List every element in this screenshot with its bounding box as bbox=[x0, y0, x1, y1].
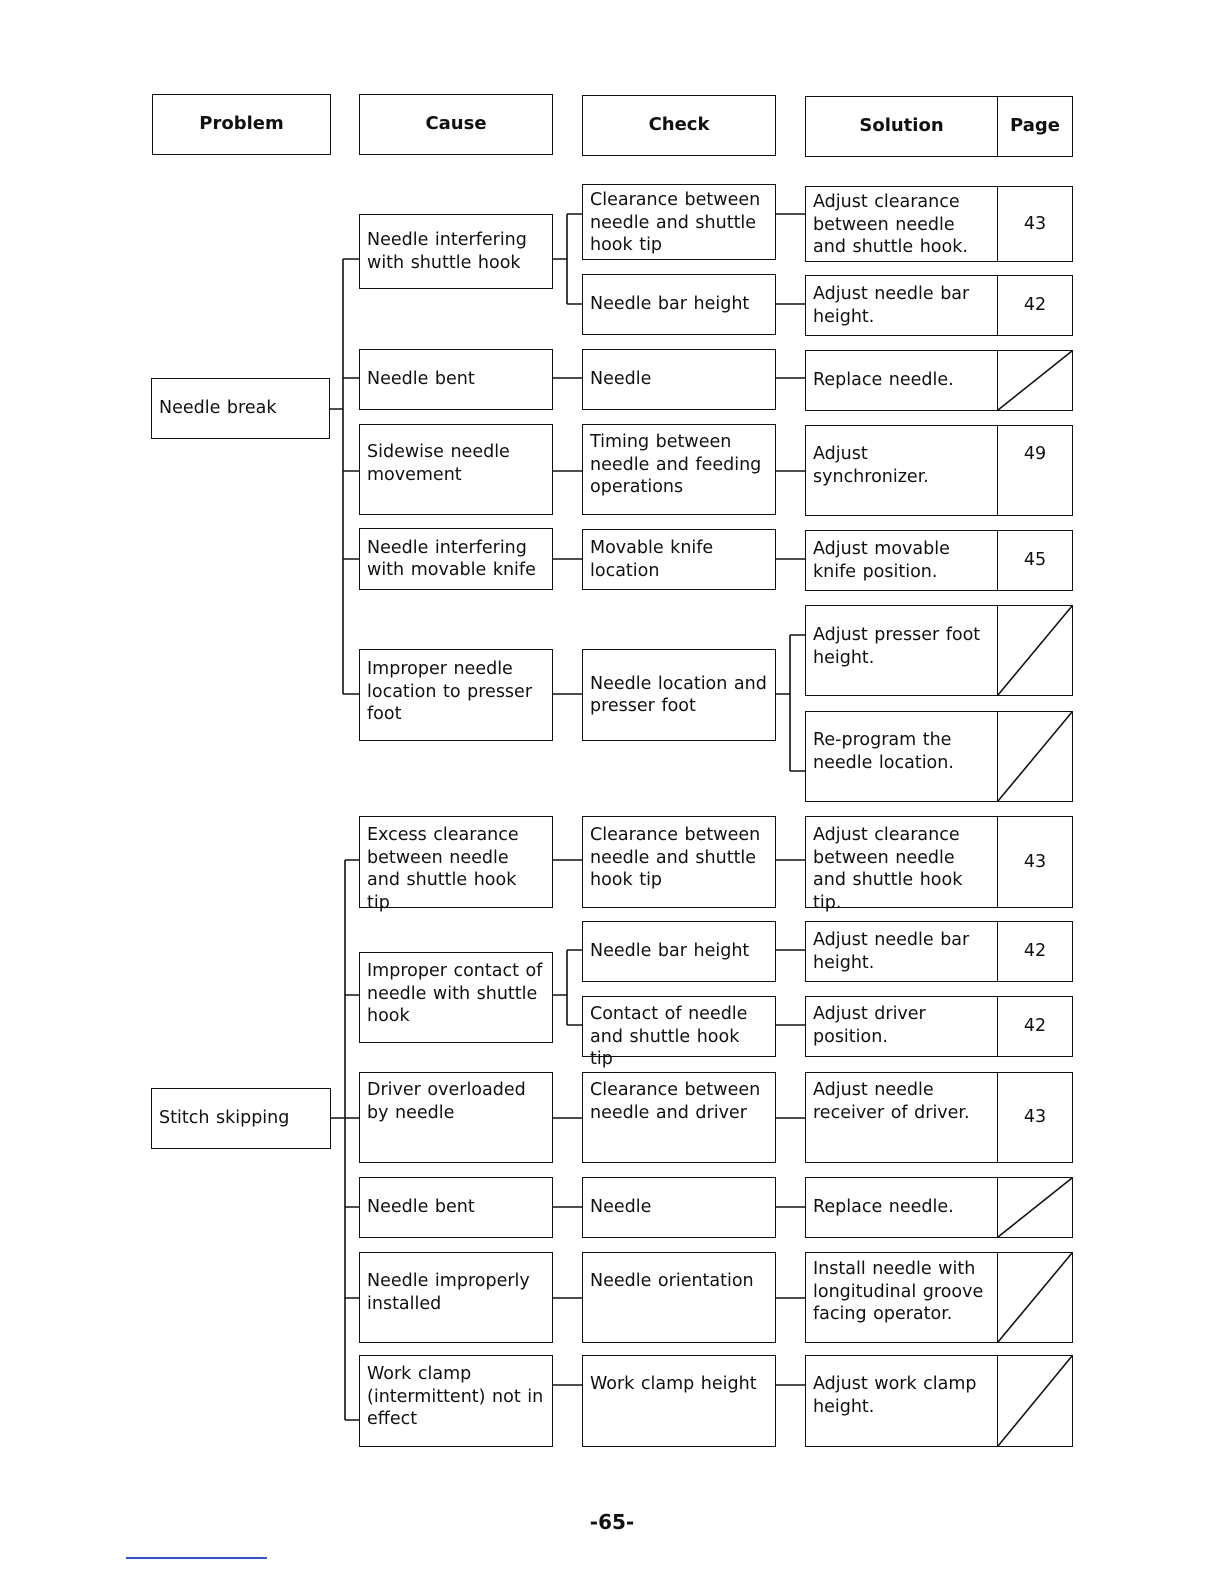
solution-box: Re-program the needle location. bbox=[805, 711, 998, 802]
header-page: Page bbox=[997, 96, 1073, 157]
cause-box: Needle bent bbox=[359, 1177, 553, 1238]
solution-box: Adjust driver position. bbox=[805, 996, 998, 1057]
problem-needle-break: Needle break bbox=[151, 378, 330, 439]
page-number: -65- bbox=[589, 1510, 635, 1534]
page-ref: 43 bbox=[997, 816, 1073, 908]
check-box: Movable knife location bbox=[582, 529, 776, 590]
solution-box: Replace needle. bbox=[805, 350, 998, 411]
solution-box: Adjust work clamp height. bbox=[805, 1355, 998, 1447]
page-ref: 42 bbox=[997, 996, 1073, 1057]
solution-box: Install needle with longitudinal groove facing operator. bbox=[805, 1252, 998, 1343]
cause-box: Driver overloaded by needle bbox=[359, 1072, 553, 1163]
check-box: Timing between needle and feeding operations bbox=[582, 424, 776, 515]
check-box: Clearance between needle and driver bbox=[582, 1072, 776, 1163]
no-page-slash bbox=[997, 350, 1073, 411]
no-page-slash bbox=[997, 1252, 1073, 1343]
cause-box: Work clamp (intermittent) not in effect bbox=[359, 1355, 553, 1447]
page-ref: 43 bbox=[997, 186, 1073, 262]
header-problem: Problem bbox=[152, 94, 331, 155]
problem-stitch-skipping: Stitch skipping bbox=[151, 1088, 331, 1149]
header-check: Check bbox=[582, 95, 776, 156]
footer-line bbox=[126, 1557, 267, 1559]
check-box: Needle bar height bbox=[582, 274, 776, 335]
cause-box: Improper needle location to presser foot bbox=[359, 649, 553, 741]
cause-box: Improper contact of needle with shuttle hook bbox=[359, 952, 553, 1043]
no-page-slash bbox=[997, 711, 1073, 802]
solution-box: Adjust presser foot height. bbox=[805, 605, 998, 696]
cause-box: Needle improperly installed bbox=[359, 1252, 553, 1343]
page-ref: 43 bbox=[997, 1072, 1073, 1163]
cause-box: Needle interfering with shuttle hook bbox=[359, 214, 553, 289]
page-ref: 42 bbox=[997, 921, 1073, 982]
solution-box: Replace needle. bbox=[805, 1177, 998, 1238]
page-ref: 42 bbox=[997, 275, 1073, 336]
cause-box: Needle interfering with movable knife bbox=[359, 528, 553, 590]
page-ref: 49 bbox=[997, 425, 1073, 516]
header-cause: Cause bbox=[359, 94, 553, 155]
cause-box: Needle bent bbox=[359, 349, 553, 410]
check-box: Needle location and presser foot bbox=[582, 649, 776, 741]
no-page-slash bbox=[997, 1177, 1073, 1238]
solution-box: Adjust needle bar height. bbox=[805, 921, 998, 982]
solution-box: Adjust movable knife position. bbox=[805, 530, 998, 591]
check-box: Needle bar height bbox=[582, 921, 776, 982]
solution-box: Adjust synchronizer. bbox=[805, 425, 998, 516]
cause-box: Excess clearance between needle and shuttle hook tip bbox=[359, 816, 553, 908]
page-ref: 45 bbox=[997, 530, 1073, 591]
check-box: Needle orientation bbox=[582, 1252, 776, 1343]
solution-box: Adjust needle receiver of driver. bbox=[805, 1072, 998, 1163]
check-box: Clearance between needle and shuttle hook tip bbox=[582, 816, 776, 908]
check-box: Needle bbox=[582, 1177, 776, 1238]
check-box: Work clamp height bbox=[582, 1355, 776, 1447]
check-box: Clearance between needle and shuttle hook tip bbox=[582, 184, 776, 260]
check-box: Contact of needle and shuttle hook tip bbox=[582, 996, 776, 1057]
no-page-slash bbox=[997, 1355, 1073, 1447]
cause-box: Sidewise needle movement bbox=[359, 424, 553, 515]
solution-box: Adjust clearance between needle and shuttle hook. bbox=[805, 186, 998, 262]
check-box: Needle bbox=[582, 349, 776, 410]
no-page-slash bbox=[997, 605, 1073, 696]
solution-box: Adjust needle bar height. bbox=[805, 275, 998, 336]
header-solution: Solution bbox=[805, 96, 998, 157]
solution-box: Adjust clearance between needle and shuttle hook tip. bbox=[805, 816, 998, 908]
